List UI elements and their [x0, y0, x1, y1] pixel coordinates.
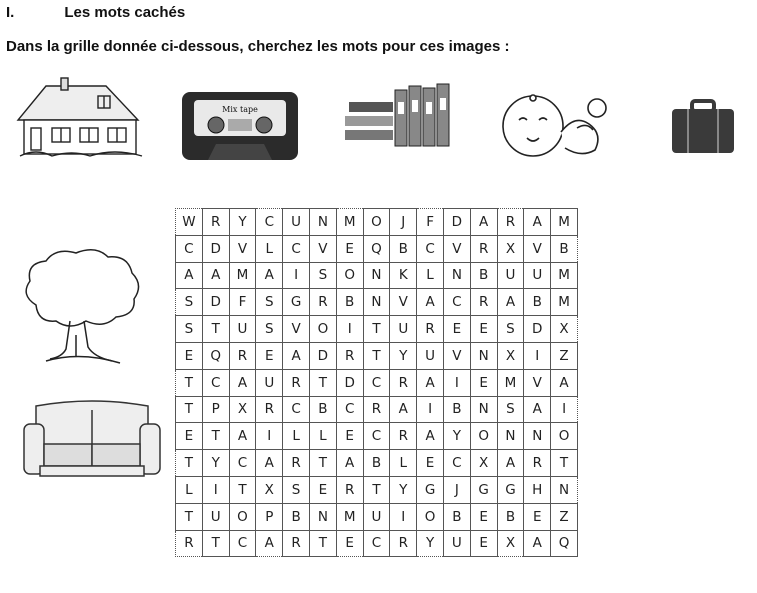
grid-cell[interactable]: E — [336, 423, 363, 450]
grid-row — [176, 209, 578, 236]
grid-cell[interactable]: O — [336, 262, 363, 289]
grid-cell[interactable]: R — [470, 235, 497, 262]
grid-cell[interactable]: X — [497, 530, 524, 557]
grid-cell[interactable]: O — [229, 503, 256, 530]
grid-cell[interactable]: S — [283, 476, 310, 503]
grid-cell[interactable]: A — [417, 289, 444, 316]
grid-cell[interactable]: R — [497, 209, 524, 236]
tree-illustration — [16, 245, 144, 367]
grid-cell[interactable]: A — [229, 369, 256, 396]
grid-cell[interactable]: N — [551, 476, 578, 503]
grid-cell[interactable]: T — [309, 369, 336, 396]
word-search-grid — [175, 208, 578, 557]
grid-cell[interactable]: I — [202, 476, 229, 503]
grid-cell[interactable]: C — [417, 235, 444, 262]
grid-cell[interactable]: G — [497, 476, 524, 503]
grid-cell[interactable]: N — [309, 503, 336, 530]
grid-cell[interactable]: R — [309, 289, 336, 316]
grid-cell[interactable]: U — [283, 209, 310, 236]
grid-cell[interactable]: U — [390, 316, 417, 343]
grid-cell[interactable]: R — [390, 423, 417, 450]
grid-cell[interactable]: R — [417, 316, 444, 343]
grid-cell[interactable]: T — [551, 450, 578, 477]
grid-cell[interactable]: C — [202, 369, 229, 396]
grid-cell[interactable]: I — [256, 423, 283, 450]
grid-cell[interactable]: X — [256, 476, 283, 503]
grid-cell[interactable]: N — [363, 262, 390, 289]
grid-cell[interactable]: I — [524, 342, 551, 369]
grid-cell[interactable]: T — [176, 369, 203, 396]
grid-cell[interactable]: A — [336, 450, 363, 477]
grid-cell[interactable]: E — [470, 503, 497, 530]
grid-cell[interactable]: H — [524, 476, 551, 503]
grid-cell[interactable]: Y — [390, 342, 417, 369]
grid-cell[interactable]: V — [524, 235, 551, 262]
grid-cell[interactable]: C — [283, 396, 310, 423]
grid-cell[interactable]: R — [283, 450, 310, 477]
grid-cell[interactable]: U — [202, 503, 229, 530]
grid-cell[interactable]: L — [176, 476, 203, 503]
grid-cell[interactable]: I — [336, 316, 363, 343]
grid-cell[interactable]: Z — [551, 503, 578, 530]
grid-cell[interactable]: E — [336, 235, 363, 262]
grid-cell[interactable]: R — [202, 209, 229, 236]
grid-cell[interactable]: R — [390, 530, 417, 557]
grid-cell[interactable]: S — [256, 289, 283, 316]
grid-cell[interactable]: U — [363, 503, 390, 530]
grid-cell[interactable]: M — [336, 503, 363, 530]
grid-cell[interactable]: B — [390, 235, 417, 262]
grid-cell[interactable]: R — [283, 530, 310, 557]
section-number: I. — [6, 4, 15, 21]
grid-cell[interactable]: S — [497, 396, 524, 423]
grid-cell[interactable]: O — [551, 423, 578, 450]
grid-cell[interactable]: B — [551, 235, 578, 262]
grid-cell[interactable]: S — [176, 289, 203, 316]
grid-cell[interactable]: K — [390, 262, 417, 289]
grid-cell[interactable]: N — [363, 289, 390, 316]
grid-cell[interactable]: Y — [390, 476, 417, 503]
grid-cell[interactable]: F — [229, 289, 256, 316]
grid-cell[interactable]: D — [309, 342, 336, 369]
section-heading — [6, 4, 185, 21]
grid-cell[interactable]: C — [363, 369, 390, 396]
grid-cell[interactable]: S — [497, 316, 524, 343]
grid-cell[interactable]: A — [229, 423, 256, 450]
grid-row — [176, 530, 578, 557]
grid-cell[interactable]: M — [229, 262, 256, 289]
grid-cell[interactable]: V — [390, 289, 417, 316]
grid-cell[interactable]: V — [309, 235, 336, 262]
house-illustration — [16, 76, 146, 166]
grid-cell[interactable]: B — [443, 396, 470, 423]
grid-cell[interactable]: O — [309, 316, 336, 343]
grid-cell[interactable]: Y — [229, 209, 256, 236]
grid-cell[interactable]: A — [256, 530, 283, 557]
grid-cell[interactable]: B — [443, 503, 470, 530]
grid-cell[interactable]: S — [309, 262, 336, 289]
grid-row — [176, 262, 578, 289]
grid-cell[interactable]: A — [524, 209, 551, 236]
grid-cell[interactable]: E — [470, 530, 497, 557]
grid-cell[interactable]: A — [524, 396, 551, 423]
grid-cell[interactable]: W — [176, 209, 203, 236]
cassette-tape-illustration — [180, 90, 300, 162]
grid-cell[interactable]: R — [390, 369, 417, 396]
grid-row — [176, 423, 578, 450]
grid-cell[interactable]: E — [443, 316, 470, 343]
grid-cell[interactable]: Q — [202, 342, 229, 369]
grid-cell[interactable]: C — [363, 530, 390, 557]
grid-cell[interactable]: V — [443, 342, 470, 369]
grid-cell[interactable]: V — [283, 316, 310, 343]
grid-cell[interactable]: Y — [443, 423, 470, 450]
grid-cell[interactable]: M — [497, 369, 524, 396]
grid-cell[interactable]: X — [229, 396, 256, 423]
grid-cell[interactable]: I — [551, 396, 578, 423]
grid-cell[interactable]: D — [202, 235, 229, 262]
grid-cell[interactable]: T — [309, 530, 336, 557]
grid-cell[interactable]: N — [524, 423, 551, 450]
grid-cell[interactable]: X — [497, 235, 524, 262]
grid-row — [176, 235, 578, 262]
grid-cell[interactable]: N — [470, 396, 497, 423]
grid-row — [176, 289, 578, 316]
grid-cell[interactable]: M — [551, 209, 578, 236]
grid-cell[interactable]: C — [336, 396, 363, 423]
grid-cell[interactable]: A — [390, 396, 417, 423]
instruction-text: Dans la grille donnée ci-dessous, cherchez les mots pour ces images : — [6, 38, 510, 55]
grid-cell[interactable]: A — [176, 262, 203, 289]
cassette-label: Mix tape — [222, 105, 258, 114]
grid-cell[interactable]: E — [336, 530, 363, 557]
grid-cell[interactable]: T — [202, 530, 229, 557]
grid-cell[interactable]: U — [524, 262, 551, 289]
grid-cell[interactable]: R — [363, 396, 390, 423]
grid-cell[interactable]: N — [443, 262, 470, 289]
grid-cell[interactable]: X — [551, 316, 578, 343]
grid-row — [176, 369, 578, 396]
grid-cell[interactable]: C — [443, 450, 470, 477]
grid-cell[interactable]: S — [256, 316, 283, 343]
grid-cell[interactable]: R — [229, 342, 256, 369]
grid-cell[interactable]: X — [470, 450, 497, 477]
grid-cell[interactable]: B — [283, 503, 310, 530]
grid-cell[interactable]: T — [229, 476, 256, 503]
grid-cell[interactable]: Y — [417, 530, 444, 557]
grid-cell[interactable]: E — [176, 342, 203, 369]
grid-cell[interactable]: E — [176, 423, 203, 450]
grid-cell[interactable]: Y — [202, 450, 229, 477]
grid-row — [176, 342, 578, 369]
grid-cell[interactable]: A — [551, 369, 578, 396]
grid-cell[interactable]: X — [497, 342, 524, 369]
grid-cell[interactable]: A — [256, 262, 283, 289]
baby-illustration — [497, 84, 617, 164]
grid-row — [176, 450, 578, 477]
grid-cell[interactable]: C — [229, 530, 256, 557]
grid-cell[interactable]: V — [524, 369, 551, 396]
grid-cell[interactable]: N — [309, 209, 336, 236]
grid-cell[interactable]: T — [202, 423, 229, 450]
grid-cell[interactable]: T — [176, 503, 203, 530]
grid-cell[interactable]: Z — [551, 342, 578, 369]
grid-cell[interactable]: G — [417, 476, 444, 503]
grid-cell[interactable]: O — [363, 209, 390, 236]
grid-cell[interactable]: C — [256, 209, 283, 236]
grid-cell[interactable]: B — [309, 396, 336, 423]
grid-cell[interactable]: R — [470, 289, 497, 316]
grid-cell[interactable]: E — [524, 503, 551, 530]
grid-cell[interactable]: N — [470, 342, 497, 369]
grid-cell[interactable]: N — [497, 423, 524, 450]
grid-cell[interactable]: E — [417, 450, 444, 477]
sofa-illustration — [22, 394, 162, 486]
grid-cell[interactable]: R — [256, 396, 283, 423]
grid-cell[interactable]: Q — [551, 530, 578, 557]
grid-cell[interactable]: G — [283, 289, 310, 316]
grid-cell[interactable]: I — [443, 369, 470, 396]
grid-cell[interactable]: M — [336, 209, 363, 236]
grid-cell[interactable]: E — [470, 316, 497, 343]
grid-cell[interactable]: L — [256, 235, 283, 262]
grid-cell[interactable]: C — [176, 235, 203, 262]
grid-cell[interactable]: T — [363, 342, 390, 369]
grid-cell[interactable]: U — [497, 262, 524, 289]
grid-row — [176, 316, 578, 343]
grid-cell[interactable]: C — [229, 450, 256, 477]
grid-cell[interactable]: P — [202, 396, 229, 423]
grid-cell[interactable]: I — [283, 262, 310, 289]
grid-cell[interactable]: B — [497, 503, 524, 530]
grid-row — [176, 476, 578, 503]
grid-cell[interactable]: A — [417, 423, 444, 450]
binders-illustration — [343, 80, 463, 160]
grid-cell[interactable]: F — [417, 209, 444, 236]
grid-cell[interactable]: J — [443, 476, 470, 503]
grid-cell[interactable]: M — [551, 289, 578, 316]
grid-cell[interactable]: T — [202, 316, 229, 343]
grid-cell[interactable]: E — [309, 476, 336, 503]
grid-cell[interactable]: A — [202, 262, 229, 289]
grid-cell[interactable]: I — [417, 396, 444, 423]
grid-cell[interactable]: B — [363, 450, 390, 477]
grid-cell[interactable]: A — [470, 209, 497, 236]
grid-cell[interactable]: T — [176, 450, 203, 477]
grid-cell[interactable]: B — [470, 262, 497, 289]
grid-cell[interactable]: E — [470, 369, 497, 396]
grid-cell[interactable]: T — [176, 396, 203, 423]
grid-cell[interactable]: Q — [363, 235, 390, 262]
grid-cell[interactable]: R — [336, 476, 363, 503]
grid-cell[interactable]: U — [417, 342, 444, 369]
grid-cell[interactable]: A — [497, 450, 524, 477]
grid-cell[interactable]: V — [229, 235, 256, 262]
grid-cell[interactable]: J — [390, 209, 417, 236]
grid-cell[interactable]: D — [336, 369, 363, 396]
grid-cell[interactable]: P — [256, 503, 283, 530]
grid-cell[interactable]: D — [524, 316, 551, 343]
grid-cell[interactable]: I — [390, 503, 417, 530]
grid-cell[interactable]: G — [470, 476, 497, 503]
grid-row — [176, 396, 578, 423]
grid-cell[interactable]: C — [283, 235, 310, 262]
grid-cell[interactable]: U — [443, 530, 470, 557]
grid-cell[interactable]: R — [524, 450, 551, 477]
grid-cell[interactable]: U — [229, 316, 256, 343]
grid-cell[interactable]: B — [524, 289, 551, 316]
grid-cell[interactable]: T — [363, 476, 390, 503]
grid-cell[interactable]: C — [363, 423, 390, 450]
grid-cell[interactable]: V — [443, 235, 470, 262]
section-title: Les mots cachés — [64, 4, 186, 21]
grid-cell[interactable]: L — [390, 450, 417, 477]
grid-cell[interactable]: A — [283, 342, 310, 369]
grid-cell[interactable]: L — [309, 423, 336, 450]
grid-cell[interactable]: C — [443, 289, 470, 316]
grid-cell[interactable]: L — [283, 423, 310, 450]
grid-cell[interactable]: T — [363, 316, 390, 343]
grid-cell[interactable]: R — [283, 369, 310, 396]
grid-cell[interactable]: A — [497, 289, 524, 316]
grid-cell[interactable]: A — [256, 450, 283, 477]
grid-cell[interactable]: A — [417, 369, 444, 396]
grid-cell[interactable]: R — [336, 342, 363, 369]
grid-cell[interactable]: S — [176, 316, 203, 343]
grid-cell[interactable]: U — [256, 369, 283, 396]
suitcase-illustration — [668, 95, 738, 159]
grid-cell[interactable]: M — [551, 262, 578, 289]
grid-cell[interactable]: L — [417, 262, 444, 289]
grid-cell[interactable]: O — [417, 503, 444, 530]
grid-cell[interactable]: A — [524, 530, 551, 557]
grid-cell[interactable]: O — [470, 423, 497, 450]
grid-cell[interactable]: B — [336, 289, 363, 316]
grid-cell[interactable]: T — [309, 450, 336, 477]
grid-cell[interactable]: D — [443, 209, 470, 236]
grid-row — [176, 503, 578, 530]
grid-cell[interactable]: E — [256, 342, 283, 369]
grid-cell[interactable]: D — [202, 289, 229, 316]
grid-cell[interactable]: R — [176, 530, 203, 557]
